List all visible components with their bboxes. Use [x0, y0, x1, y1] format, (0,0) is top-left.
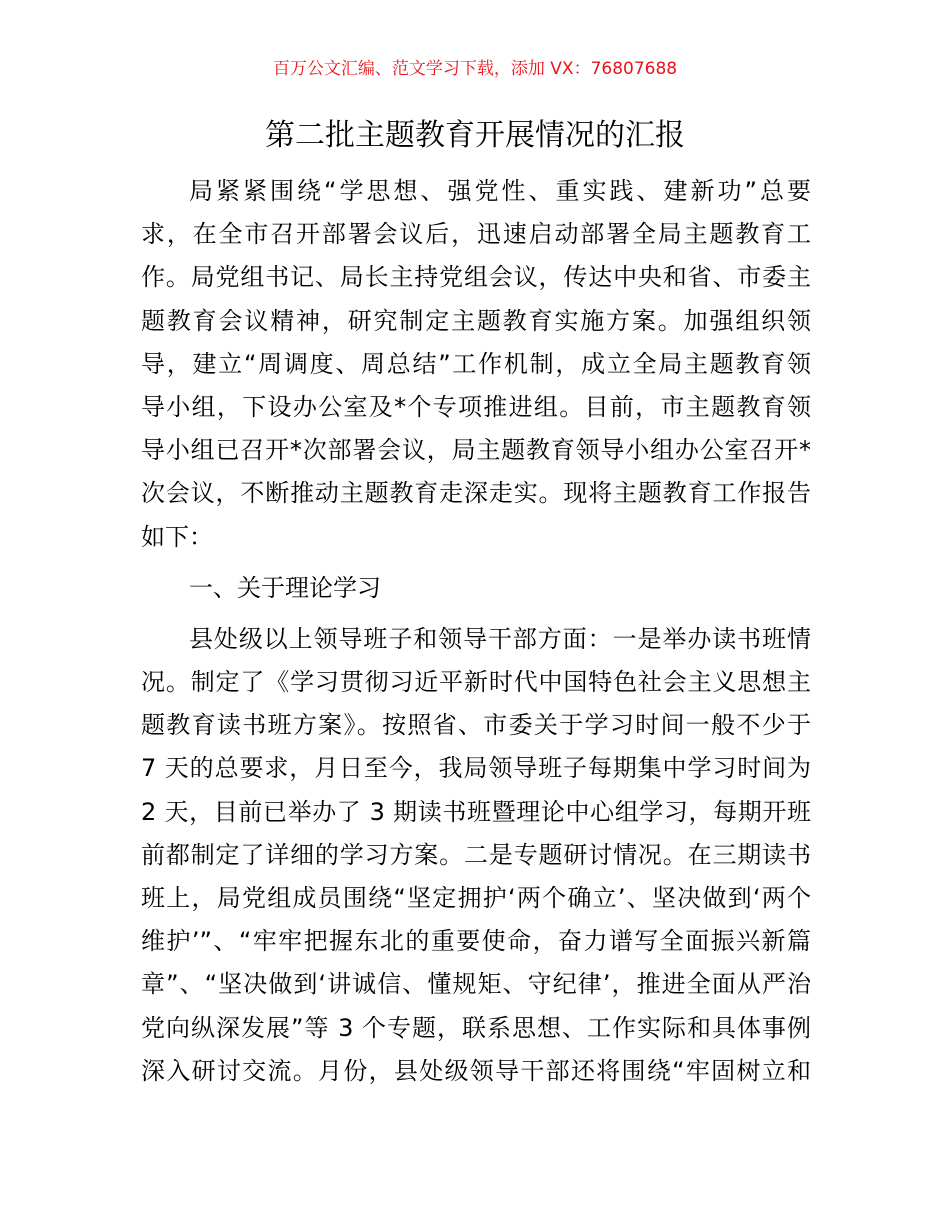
paragraph-2 [141, 618, 811, 1093]
text-line: 2 天，目前已举办了 3 期读书班暨理论中心组学习，每期开班 [141, 797, 811, 826]
paragraph-1 [141, 170, 811, 559]
text-line: 题教育读书班方案》。按照省、市委关于学习时间一般不少于 [141, 711, 811, 740]
text-line: 县处级以上领导班子和领导干部方面：一是举办读书班情 [189, 624, 811, 653]
text-line: 求，在全市召开部署会议后，迅速启动部署全局主题教育工 [141, 220, 811, 249]
text-line: 维护’”、“牢牢把握东北的重要使命，奋力谱写全面振兴新篇 [141, 927, 811, 956]
text-line: 作。局党组书记、局长主持党组会议，传达中央和省、市委主 [141, 263, 811, 292]
text-line: 7 天的总要求，月日至今，我局领导班子每期集中学习时间为 [141, 754, 811, 783]
document-body [141, 170, 811, 1093]
text-line: 导，建立“周调度、周总结”工作机制，成立全局主题教育领 [141, 349, 811, 378]
text-line: 班上，局党组成员围绕“坚定拥护‘两个确立’、坚决做到‘两个 [141, 884, 811, 912]
text-line: 局紧紧围绕“学思想、强党性、重实践、建新功”总要 [189, 177, 811, 205]
paragraph-gap [141, 610, 811, 618]
paragraph-gap [141, 559, 811, 567]
text-line: 次会议，不断推动主题教育走深走实。现将主题教育工作报告 [141, 479, 811, 508]
header-note: 百万公文汇编、范文学习下载，添加 VX：76807688 [272, 59, 678, 79]
text-line: 深入研讨交流。月份，县处级领导干部还将围绕“牢固树立和 [141, 1056, 811, 1085]
text-line: 导小组已召开*次部署会议，局主题教育领导小组办公室召开* [141, 436, 811, 465]
text-line: 况。制定了《学习贯彻习近平新时代中国特色社会主义思想主 [141, 668, 811, 697]
text-line: 题教育会议精神，研究制定主题教育实施方案。加强组织领 [141, 306, 811, 335]
text-line: 章”、“坚决做到‘讲诚信、懂规矩、守纪律’，推进全面从严治 [141, 970, 811, 999]
text-line: 如下： [141, 522, 213, 551]
section-heading: 一、关于理论学习 [189, 573, 381, 602]
text-line: 导小组，下设办公室及*个专项推进组。目前，市主题教育领 [141, 392, 811, 421]
text-line: 前都制定了详细的学习方案。二是专题研讨情况。在三期读书 [141, 840, 811, 869]
text-line: 党向纵深发展”等 3 个专题，联系思想、工作实际和具体事例 [141, 1013, 811, 1042]
document-title: 第二批主题教育开展情况的汇报 [265, 118, 685, 153]
